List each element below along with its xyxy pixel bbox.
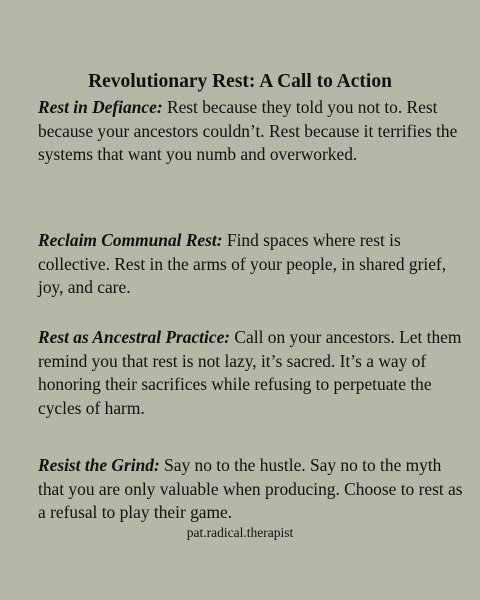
section-resist-the-grind xyxy=(38,454,468,525)
section-rest-as-ancestral-practice xyxy=(38,326,468,420)
section-body: Rest because they told you not to. Rest because your ancestors couldn’t. Rest because it terrifies the systems that want you numb and overworked. xyxy=(38,97,458,164)
section-reclaim-communal-rest xyxy=(38,229,468,300)
section-rest-in-defiance xyxy=(38,96,468,167)
section-heading: Rest as Ancestral Practice: xyxy=(38,327,231,347)
section-body: Say no to the hustle. Say no to the myth that you are only valuable when producing. Choose to rest as a refusal to play their game. xyxy=(38,455,463,522)
section-heading: Rest in Defiance: xyxy=(38,97,163,117)
section-body: Call on your ancestors. Let them remind you that rest is not lazy, it’s sacred. It’s a way of honoring their sacrifices while refusing to perpetuate the cycles of harm. xyxy=(38,327,462,418)
author-credit: pat.radical.therapist xyxy=(186,525,294,540)
section-heading: Reclaim Communal Rest: xyxy=(38,230,223,250)
section-heading: Resist the Grind: xyxy=(38,455,160,475)
page-title: Revolutionary Rest: A Call to Action xyxy=(88,71,392,92)
section-body: Find spaces where rest is collective. Rest in the arms of your people, in shared grief, joy, and care. xyxy=(38,230,447,297)
